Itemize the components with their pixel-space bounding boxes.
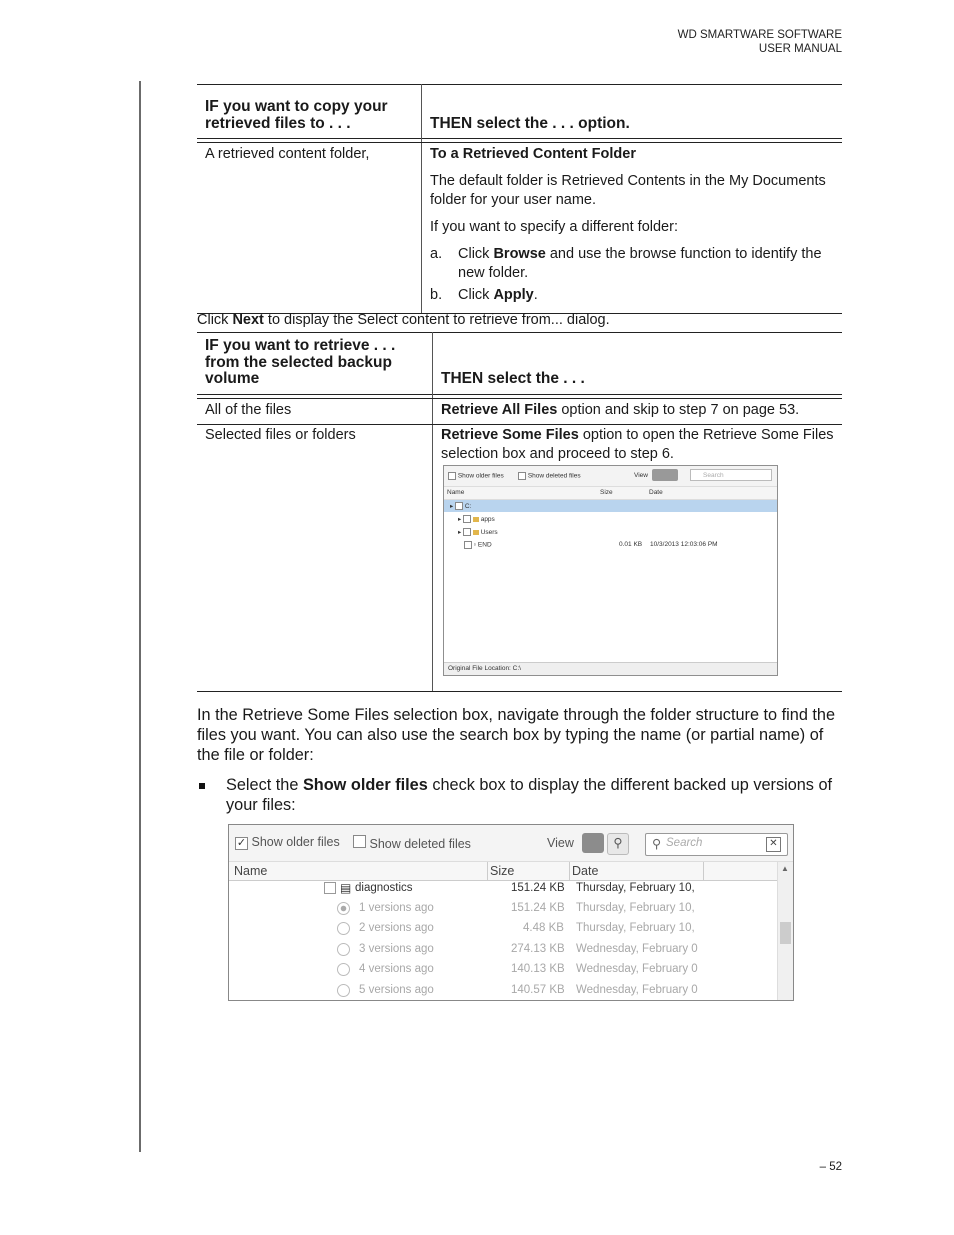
version-row[interactable]: 3 versions ago 274.13 KB Wednesday, February 0	[229, 942, 777, 962]
table-head-left: IF you want to copy your retrieved files to . . .	[197, 85, 422, 139]
step-a: a. Click Browse and use the browse function to identify the new folder.	[430, 246, 822, 281]
page-number: – 52	[819, 1161, 842, 1173]
search-view-icon[interactable]: ⚲	[607, 833, 629, 855]
version-radio[interactable]	[337, 922, 350, 935]
clear-search-icon[interactable]: ✕	[766, 837, 781, 852]
version-radio[interactable]	[337, 902, 350, 915]
show-deleted-checkbox[interactable]	[518, 472, 526, 480]
bullet-square-icon	[199, 783, 205, 789]
version-row[interactable]: 4 versions ago 140.13 KB Wednesday, February 0	[229, 962, 777, 982]
version-row[interactable]: 5 versions ago 140.57 KB Wednesday, February 0	[229, 983, 777, 1001]
list-view-icon[interactable]	[582, 833, 604, 853]
col-size[interactable]: Size	[490, 864, 515, 878]
version-radio[interactable]	[337, 963, 350, 976]
file-row[interactable]: ▤ diagnostics 151.24 KB Thursday, February 10,	[229, 881, 777, 901]
bullet-item: Select the Show older files check box to display the different backed up versions of your files:	[197, 775, 842, 815]
version-row[interactable]: 2 versions ago 4.48 KB Thursday, February 10,	[229, 921, 777, 941]
version-radio[interactable]	[337, 943, 350, 956]
option-title: To a Retrieved Content Folder	[430, 146, 636, 162]
col-date[interactable]: Date	[572, 864, 599, 878]
step-b: b. Click Apply.	[430, 287, 538, 303]
col-name[interactable]: Name	[234, 864, 268, 878]
file-icon: ▤	[340, 881, 352, 895]
file-checkbox[interactable]	[324, 882, 336, 894]
running-header	[678, 28, 842, 56]
table-header-row	[197, 333, 842, 395]
scrollbar[interactable]: ▲	[777, 862, 793, 1000]
option-instruction: If you want to specify a different folder:	[430, 219, 678, 235]
table-head-right: THEN select the . . . option.	[422, 85, 843, 139]
version-radio[interactable]	[337, 984, 350, 997]
version-row[interactable]: 1 versions ago 151.24 KB Thursday, February 10,	[229, 901, 777, 921]
show-deleted-checkbox[interactable]	[353, 835, 366, 848]
table-head-left: IF you want to retrieve . . . from the selected backup volume	[197, 333, 433, 395]
older-versions-dialog-screenshot: ✓ Show older files Show deleted files View ⚲ ⚲ Search ✕ Name Size Date ▲ ▤ diagnostics 151.24 KB Thursday, February 10, 1 versions ago 151.24 KB Thursday, February 10, 2 versions ago 4.48 KB Thursday, February 10, 3 versions ago 274.13 KB Wednesday, February 0 4 versions ago 140.13 KB Wednesday, February 0 5 versions ago 140.57 KB Wednesday, February 0	[228, 824, 794, 1001]
copy-destination-table	[197, 84, 842, 314]
show-older-checkbox[interactable]: ✓	[236, 837, 247, 849]
body-paragraph: In the Retrieve Some Files selection box, navigate through the folder structure to find the files you want. You can also use the search box by typing the name (or partial name) of the file or folder:	[197, 706, 836, 764]
header-line2: USER MANUAL	[758, 43, 842, 55]
show-older-checkbox[interactable]	[448, 472, 456, 480]
option-desc: The default folder is Retrieved Contents in the My Documents folder for your user name.	[430, 173, 826, 208]
table-head-right: THEN select the . . .	[433, 333, 843, 395]
search-icon: ⚲	[652, 837, 662, 851]
table-row: Selected files or folders Retrieve Some Files option to open the Retrieve Some Files selection box and proceed to step 6.	[197, 424, 842, 691]
row-left: A retrieved content folder,	[197, 143, 422, 314]
view-toggle[interactable]	[652, 469, 678, 481]
margin-rule	[139, 81, 141, 1152]
table-row	[197, 143, 842, 314]
table-header-row	[197, 85, 842, 139]
table-row: All of the files Retrieve All Files option and skip to step 7 on page 53.	[197, 398, 842, 424]
next-instruction: Click Next to display the Select content to retrieve from... dialog.	[197, 312, 610, 328]
header-line1: WD SMARTWARE SOFTWARE	[677, 29, 842, 41]
search-input[interactable]: ⚲ Search ✕	[645, 833, 788, 856]
search-input[interactable]: Search	[690, 469, 772, 481]
retrieve-some-files-dialog-screenshot: Show older files Show deleted files View Search Name Size Date ▸ C: ▸ apps ▸ Users ▫ END 0.01 KB 10/3/2013 12:03:06 PM Original File Location: C:\	[443, 465, 778, 676]
